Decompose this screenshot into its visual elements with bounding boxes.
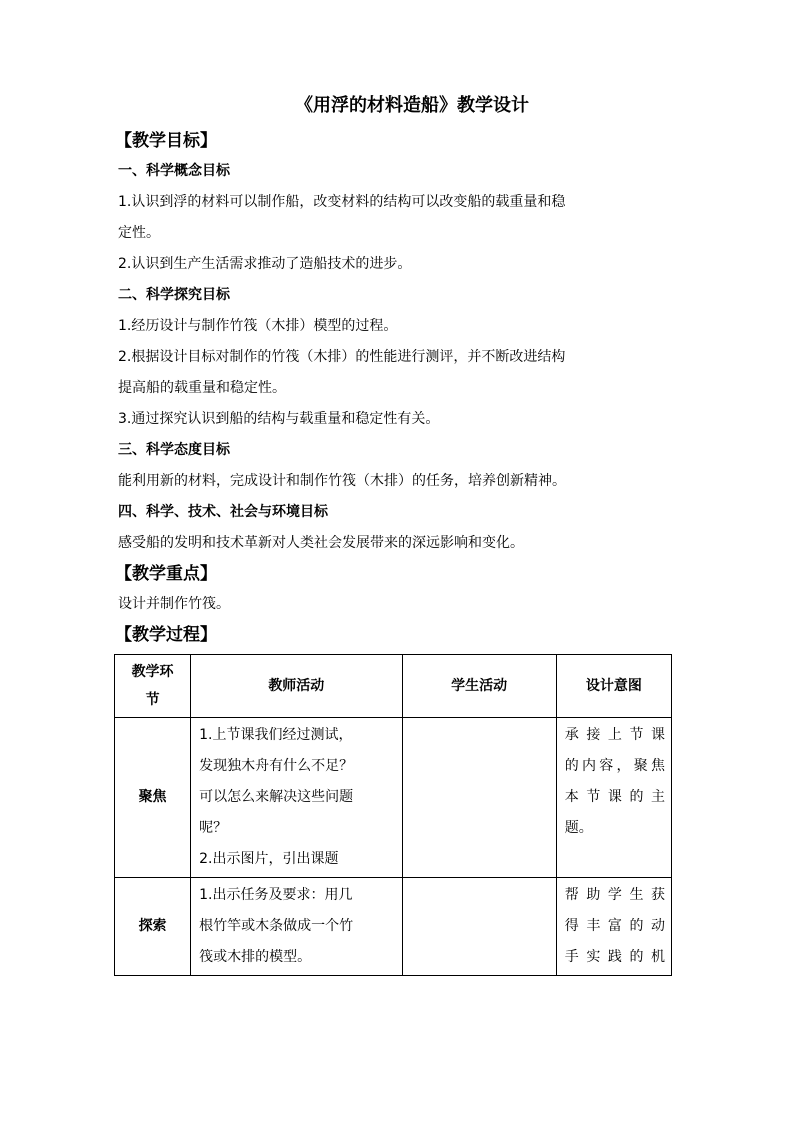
teacher-line: 呢？ <box>199 820 228 836</box>
teacher-line: 筏或木排的模型。 <box>199 949 312 965</box>
section-heading-objectives: 【教学目标】 <box>115 131 217 151</box>
header-design-intent: 设计意图 <box>556 655 671 718</box>
header-student-activity: 学生活动 <box>402 655 556 718</box>
section-heading-key-point: 【教学重点】 <box>115 564 217 584</box>
table-row <box>115 878 672 976</box>
design-line: 得丰富的动 <box>564 918 665 934</box>
key-point-text: 设计并制作竹筏。 <box>118 596 230 612</box>
concept-goal-1 <box>118 187 676 249</box>
teacher-activity-cell-explore <box>191 878 402 976</box>
subheading-stse-goals: 四、科学、技术、社会与环境目标 <box>118 504 328 520</box>
inquiry-goal-3 <box>118 404 676 435</box>
teacher-line: 根竹竿或木条做成一个竹 <box>199 918 354 934</box>
design-intent-cell-explore <box>556 878 671 976</box>
section-heading-process: 【教学过程】 <box>115 625 217 645</box>
design-line: 本节课的主 <box>564 789 665 805</box>
header-stage-line-2: 节 <box>145 692 160 708</box>
subheading-attitude-goals: 三、科学态度目标 <box>118 442 230 458</box>
concept-goal-2-line-1: 2.认识到生产生活需求推动了造船技术的进步。 <box>118 256 412 272</box>
stage-cell-focus: 聚焦 <box>115 718 191 878</box>
document-page <box>115 92 676 976</box>
header-teacher-activity: 教师活动 <box>191 655 402 718</box>
header-stage <box>115 655 191 718</box>
teacher-line: 2.出示图片，引出课题 <box>199 851 339 867</box>
inquiry-goal-3-line-1: 3.通过探究认识到船的结构与载重量和稳定性有关。 <box>118 411 440 427</box>
subheading-concept-goals: 一、科学概念目标 <box>118 163 230 179</box>
stage-cell-explore: 探索 <box>115 878 191 976</box>
inquiry-goal-2-line-1: 2.根据设计目标对制作的竹筏（木排）的性能进行测评，并不断改进结构 <box>118 349 566 365</box>
table-row <box>115 718 672 878</box>
teacher-line: 发现独木舟有什么不足？ <box>199 758 354 774</box>
design-line: 的内容，聚焦 <box>564 758 665 774</box>
table-header-row <box>115 655 672 718</box>
inquiry-goal-2 <box>118 342 676 404</box>
design-line: 帮助学生获 <box>564 887 665 903</box>
design-intent-cell-focus <box>556 718 671 878</box>
design-line: 题。 <box>564 820 593 836</box>
teacher-activity-cell-focus <box>191 718 402 878</box>
concept-goal-2 <box>118 249 676 280</box>
header-stage-line-1: 教学环 <box>131 664 174 680</box>
attitude-goal-text: 能利用新的材料，完成设计和制作竹筏（木排）的任务，培养创新精神。 <box>118 473 566 489</box>
teacher-line: 1.上节课我们经过测试， <box>199 727 353 743</box>
design-line: 承接上节课 <box>564 727 665 743</box>
design-line: 手实践的机 <box>564 949 665 965</box>
student-activity-cell-focus <box>402 718 556 878</box>
process-table-wrapper <box>118 654 676 976</box>
inquiry-goal-1 <box>118 311 676 342</box>
concept-goal-1-line-2: 定性。 <box>118 225 160 241</box>
inquiry-goal-1-line-1: 1.经历设计与制作竹筏（木排）模型的过程。 <box>118 318 398 334</box>
student-activity-cell-explore <box>402 878 556 976</box>
inquiry-goal-2-line-2: 提高船的载重量和稳定性。 <box>118 380 286 396</box>
stse-goal-text: 感受船的发明和技术革新对人类社会发展带来的深远影响和变化。 <box>118 535 524 551</box>
subheading-inquiry-goals: 二、科学探究目标 <box>118 287 230 303</box>
teacher-line: 1.出示任务及要求：用几 <box>199 887 353 903</box>
process-table <box>114 654 672 976</box>
teacher-line: 可以怎么来解决这些问题 <box>199 789 354 805</box>
concept-goal-1-line-1: 1.认识到浮的材料可以制作船，改变材料的结构可以改变船的载重量和稳 <box>118 194 566 210</box>
document-title: 《用浮的材料造船》教学设计 <box>295 95 529 116</box>
